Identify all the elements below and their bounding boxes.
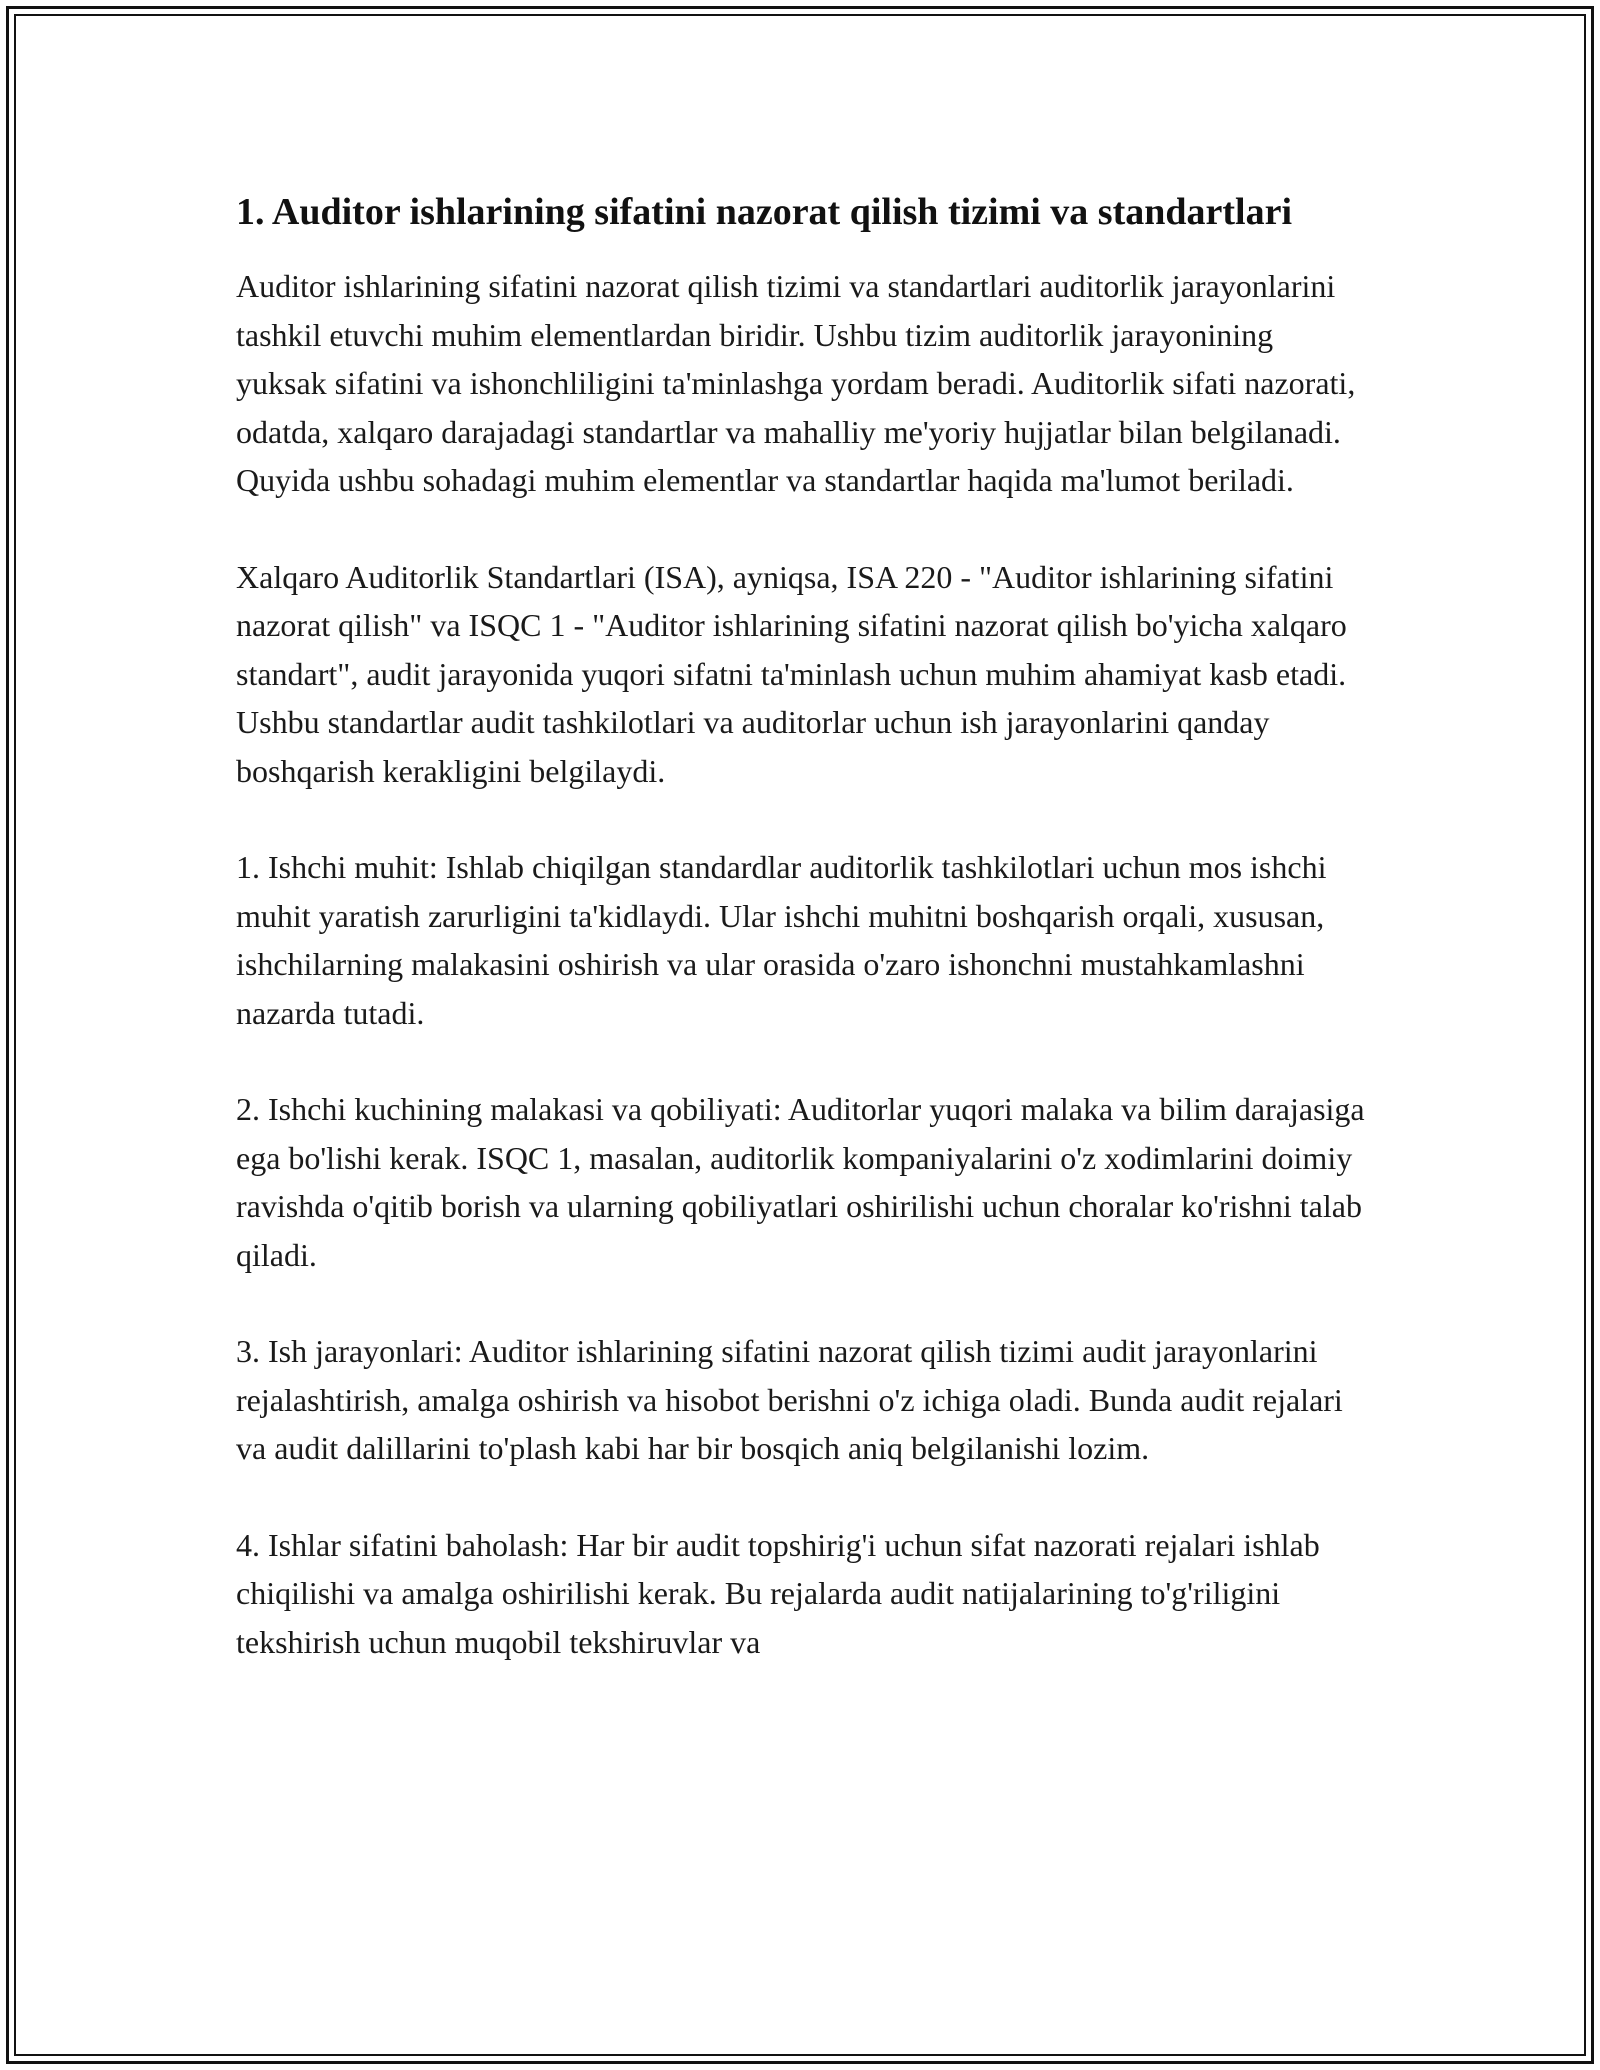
paragraph-isa-standards: Xalqaro Auditorlik Standartlari (ISA), ayniqsa, ISA 220 - "Auditor ishlarining sifatini nazorat qilish" va ISQC 1 - "Auditor ishlarining sifatini nazorat qilish bo'yicha xalqaro standart", audit jarayonida yuqori sifatni ta'minlash uchun muhim ahamiyat kasb etadi. Ushbu standartlar audit tashkilotlari va auditorlar uchun ish jarayonlarini qanday boshqarish kerakligini belgilaydi. — [236, 558, 1347, 789]
paragraph-item-2-competence: 2. Ishchi kuchining malakasi va qobiliyati: Auditorlar yuqori malaka va bilim darajasiga ega bo'lishi kerak. ISQC 1, masalan, auditorlik kompaniyalarini o'z xodimlarini doimiy ravishda o'qitib borish va ularning qobiliyatlari oshirilishi uchun choralar ko'rishni talab qiladi. — [236, 1091, 1365, 1273]
paragraph-intro: Auditor ishlarining sifatini nazorat qilish tizimi va standartlari auditorlik jarayonlarini tashkil etuvchi muhim elementlardan biridir. Ushbu tizim auditorlik jarayonining yuksak sifatini va ishonchliligini ta'minlashga yordam beradi. Auditorlik sifati nazorati, odatda, xalqaro darajadagi standartlar va mahalliy me'yoriy hujjatlar bilan belgilanadi. Quyida ushbu sohadagi muhim elementlar va standartlar haqida ma'lumot beriladi. — [236, 268, 1356, 498]
paragraph-item-4-quality-evaluation: 4. Ishlar sifatini baholash: Har bir audit topshirig'i uchun sifat nazorati rejalari ishlab chiqilishi va amalga oshirilishi kerak. Bu rejalarda audit natijalarining to'g'riligini tekshirish uchun muqobil tekshiruvlar va — [236, 1526, 1320, 1660]
paragraph-item-3-work-processes: 3. Ish jarayonlari: Auditor ishlarining sifatini nazorat qilish tizimi audit jarayonlarini rejalashtirish, amalga oshirish va hisobot berishni o'z ichiga oladi. Bunda audit rejalari va audit dalillarini to'plash kabi har bir bosqich aniq belgilanishi lozim. — [236, 1333, 1343, 1466]
section-heading: 1. Auditor ishlarining sifatini nazorat qilish tizimi va standartlari — [236, 191, 1293, 233]
document-body — [236, 185, 1366, 1714]
paragraph-item-1-work-environment: 1. Ishchi muhit: Ishlab chiqilgan standardlar auditorlik tashkilotlari uchun mos ishchi muhit yaratish zarurligini ta'kidlaydi. Ular ishchi muhitni boshqarish orqali, xususan, ishchilarning malakasini oshirish va ular orasida o'zaro ishonchni mustahkamlashni nazarda tutadi. — [236, 849, 1327, 1031]
